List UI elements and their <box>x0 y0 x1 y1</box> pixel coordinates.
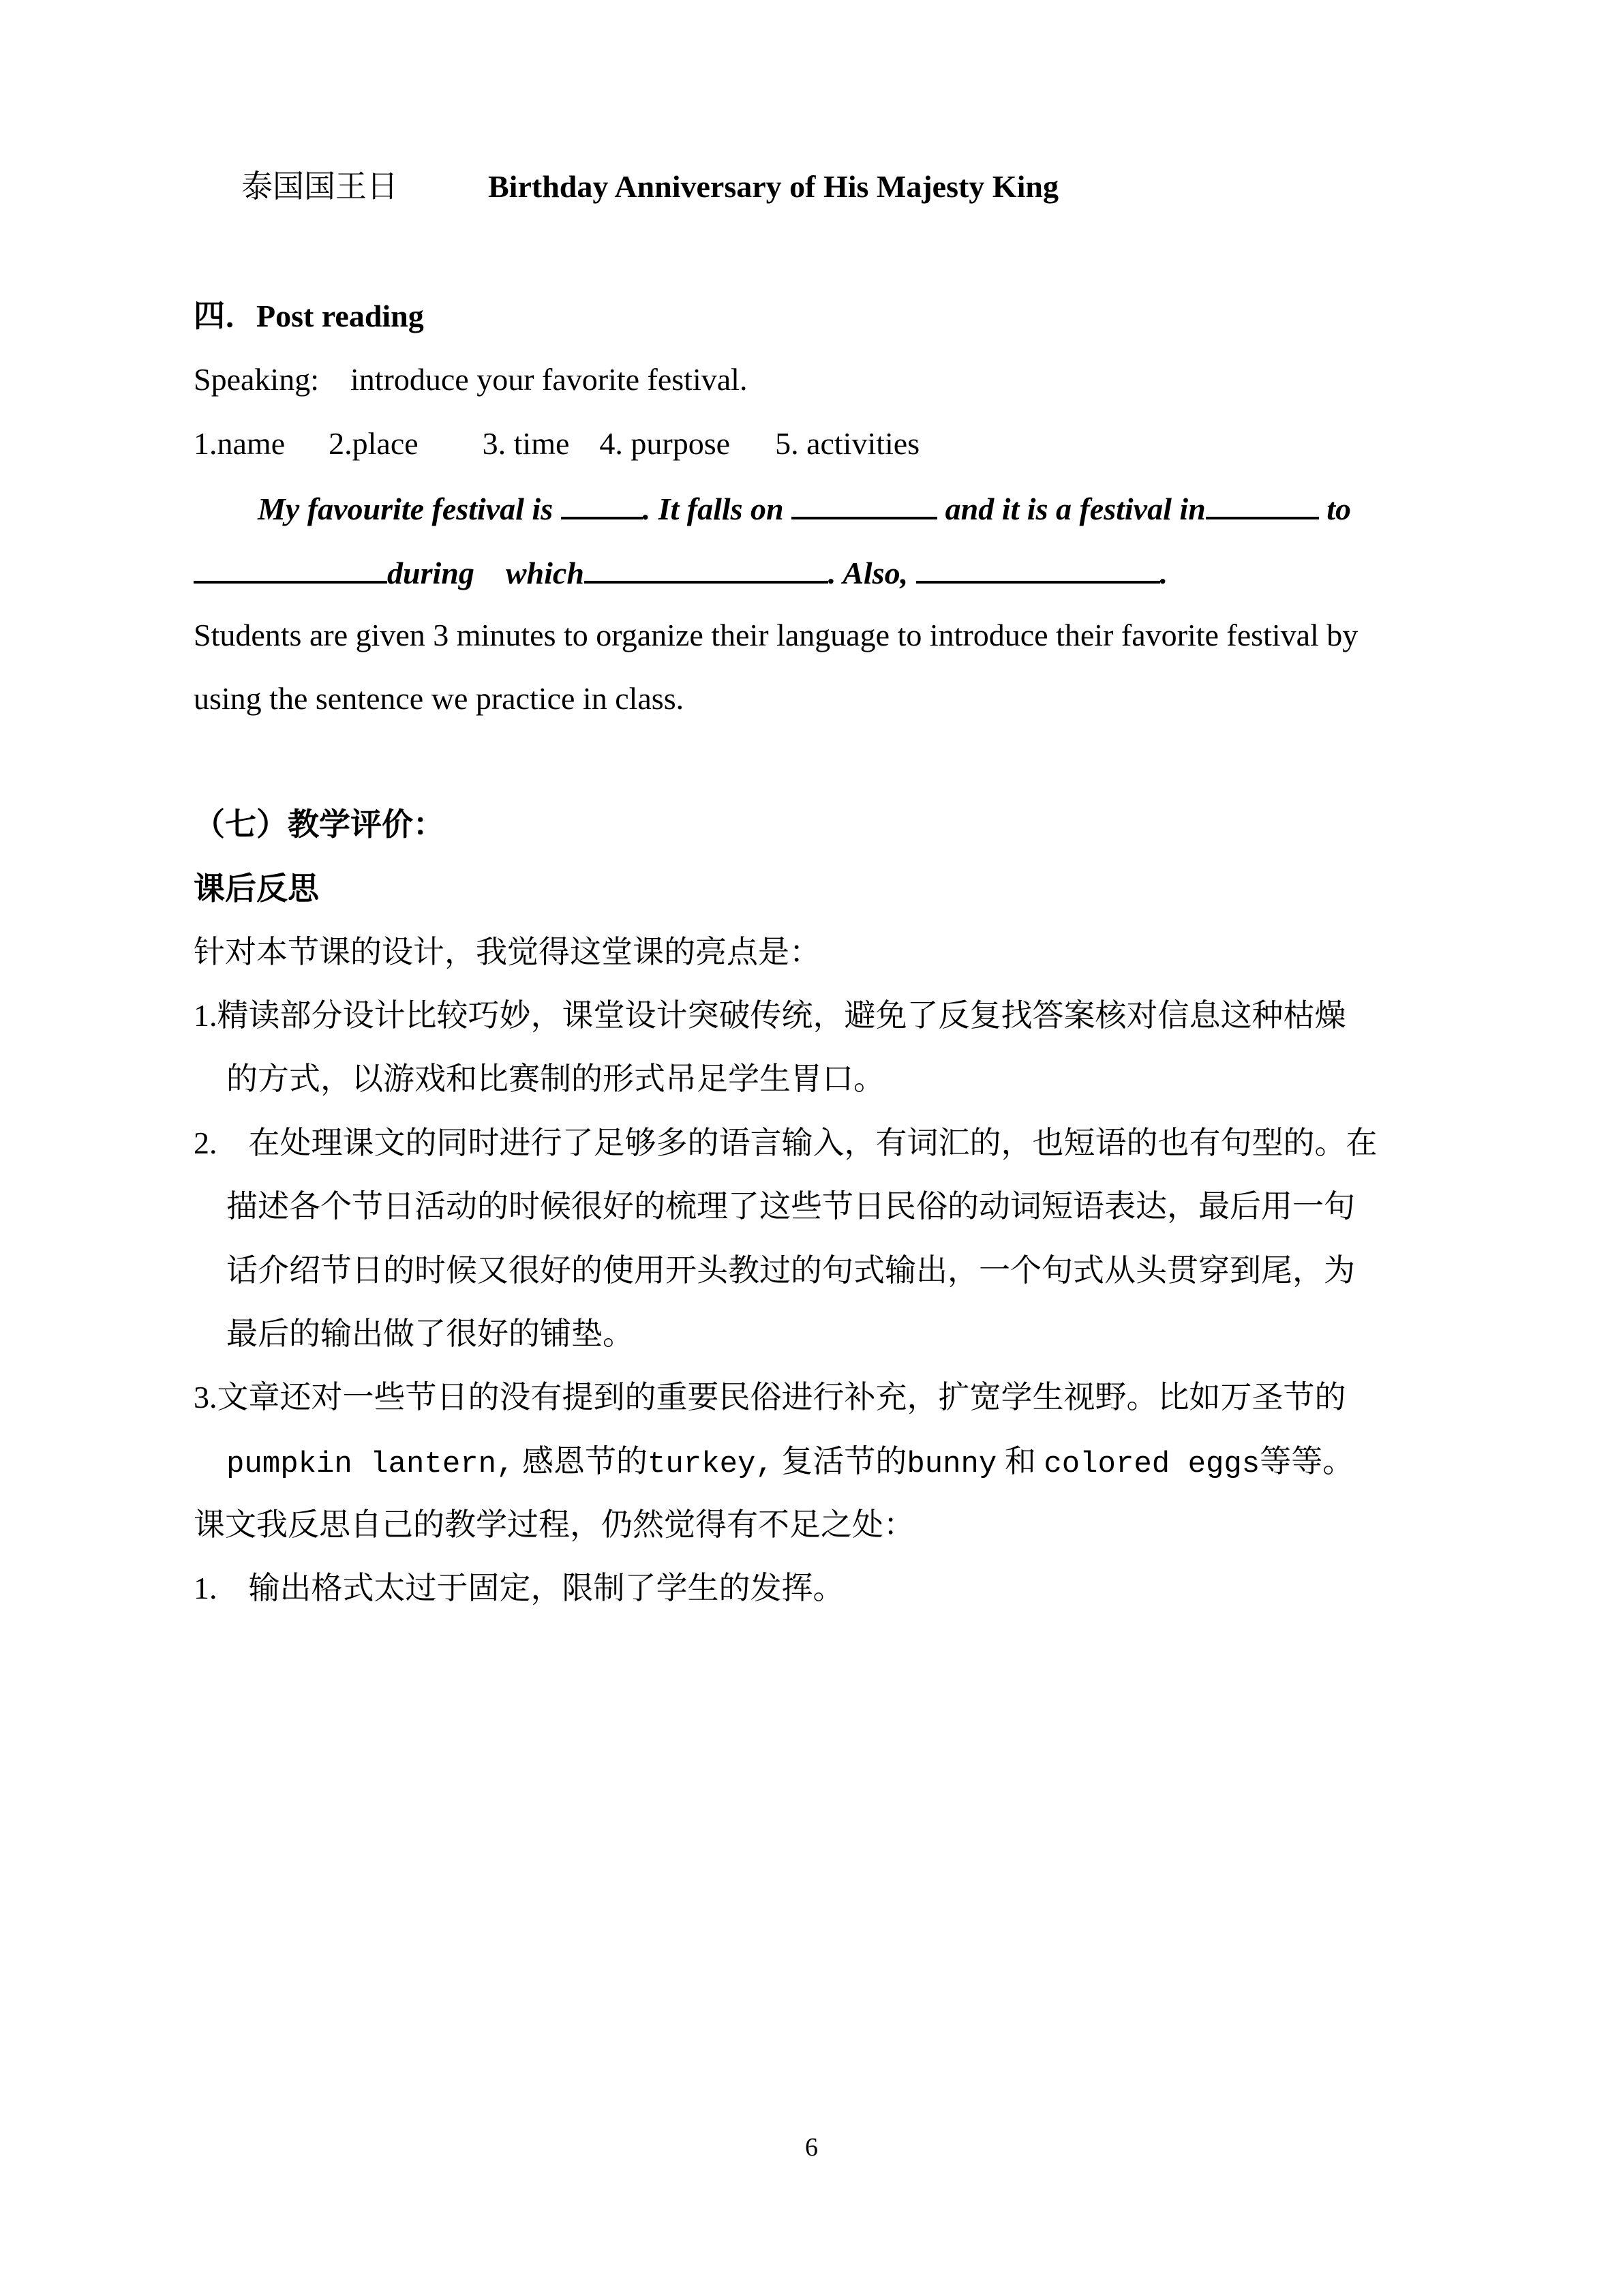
sentence-part: to <box>1326 492 1352 526</box>
sentence-frame-line-2 <box>194 551 1168 594</box>
speaking-line <box>194 359 747 400</box>
highlight-point-1-cont: 的方式，以游戏和比赛制的形式吊足学生胃口。 <box>226 1061 885 1096</box>
reflection-intro: 课文我反思自己的教学过程，仍然觉得有不足之处： <box>194 1507 915 1542</box>
sentence-part: during <box>387 556 474 590</box>
topic-item: 1.name <box>194 426 286 461</box>
fill-blank <box>561 487 643 519</box>
highlight-point-2-cont: 描述各个节日活动的时候很好的梳理了这些节日民俗的动词短语表达，最后用一句 <box>226 1189 1355 1224</box>
holiday-row <box>241 166 398 207</box>
topic-item: 2.place <box>329 426 419 461</box>
instruction-line-2: using the sentence we practice in class. <box>194 681 684 716</box>
topic-item: 5. activities <box>775 426 920 461</box>
holiday-english-name: Birthday Anniversary of His Majesty King <box>488 169 1059 204</box>
topic-item: 3. time <box>482 426 570 461</box>
speaking-text: introduce your favorite festival. <box>350 362 748 397</box>
fill-blank <box>194 551 387 584</box>
page-number: 6 <box>805 2133 818 2162</box>
highlight-point-2-cont: 话介绍节日的时候又很好的使用开头教过的句式输出，一个句式从头贯穿到尾，为 <box>226 1253 1355 1288</box>
sentence-part: . <box>1159 556 1168 590</box>
instruction-line-1: Students are given 3 minutes to organize their language to introduce their favorite festival by <box>194 618 1359 652</box>
topic-item: 4. purpose <box>599 426 731 461</box>
text-segment: 等等。 <box>1260 1444 1354 1479</box>
sentence-part: My favourite festival is <box>258 492 553 526</box>
fill-blank <box>584 551 828 584</box>
reflection-subheading: 课后反思 <box>194 871 319 906</box>
text-segment: 感恩节的 <box>521 1444 648 1479</box>
highlight-point-3: 3.文章还对一些节日的没有提到的重要民俗进行补充，扩宽学生视野。比如万圣节的 <box>194 1380 1346 1415</box>
text-segment: 和 <box>1004 1444 1036 1479</box>
sentence-part: . It falls on <box>642 492 784 526</box>
sentence-part: and it is a festival in <box>945 492 1206 526</box>
topic-items <box>194 423 920 464</box>
shortcoming-point-1: 1. 输出格式太过于固定，限制了学生的发挥。 <box>194 1571 845 1605</box>
english-term: pumpkin lantern, <box>226 1447 515 1481</box>
text-segment: 复活节的 <box>781 1444 907 1479</box>
fill-blank <box>916 551 1160 584</box>
speaking-label: Speaking: <box>194 362 319 397</box>
post-reading-heading: 四．Post reading <box>194 299 424 333</box>
english-term: colored eggs <box>1044 1447 1260 1481</box>
highlight-point-2: 2. 在处理课文的同时进行了足够多的语言输入，有词汇的，也短语的也有句型的。在 <box>194 1126 1378 1160</box>
holiday-chinese-name: 泰国国王日 <box>241 169 398 204</box>
highlight-point-1: 1.精读部分设计比较巧妙，课堂设计突破传统，避免了反复找答案核对信息这种枯燥 <box>194 998 1346 1033</box>
highlight-point-2-cont: 最后的输出做了很好的铺垫。 <box>226 1316 634 1351</box>
highlight-point-3-cont <box>226 1441 1354 1485</box>
sentence-part: . Also, <box>828 556 909 590</box>
fill-blank <box>791 487 937 519</box>
english-term: bunny <box>907 1447 997 1481</box>
highlights-intro: 针对本节课的设计，我觉得这堂课的亮点是： <box>194 935 821 969</box>
sentence-frame-line-1 <box>258 487 1351 530</box>
english-term: turkey, <box>647 1447 774 1481</box>
sentence-part: which <box>505 556 584 590</box>
fill-blank <box>1206 487 1319 519</box>
evaluation-heading: （七）教学评价： <box>194 807 444 842</box>
